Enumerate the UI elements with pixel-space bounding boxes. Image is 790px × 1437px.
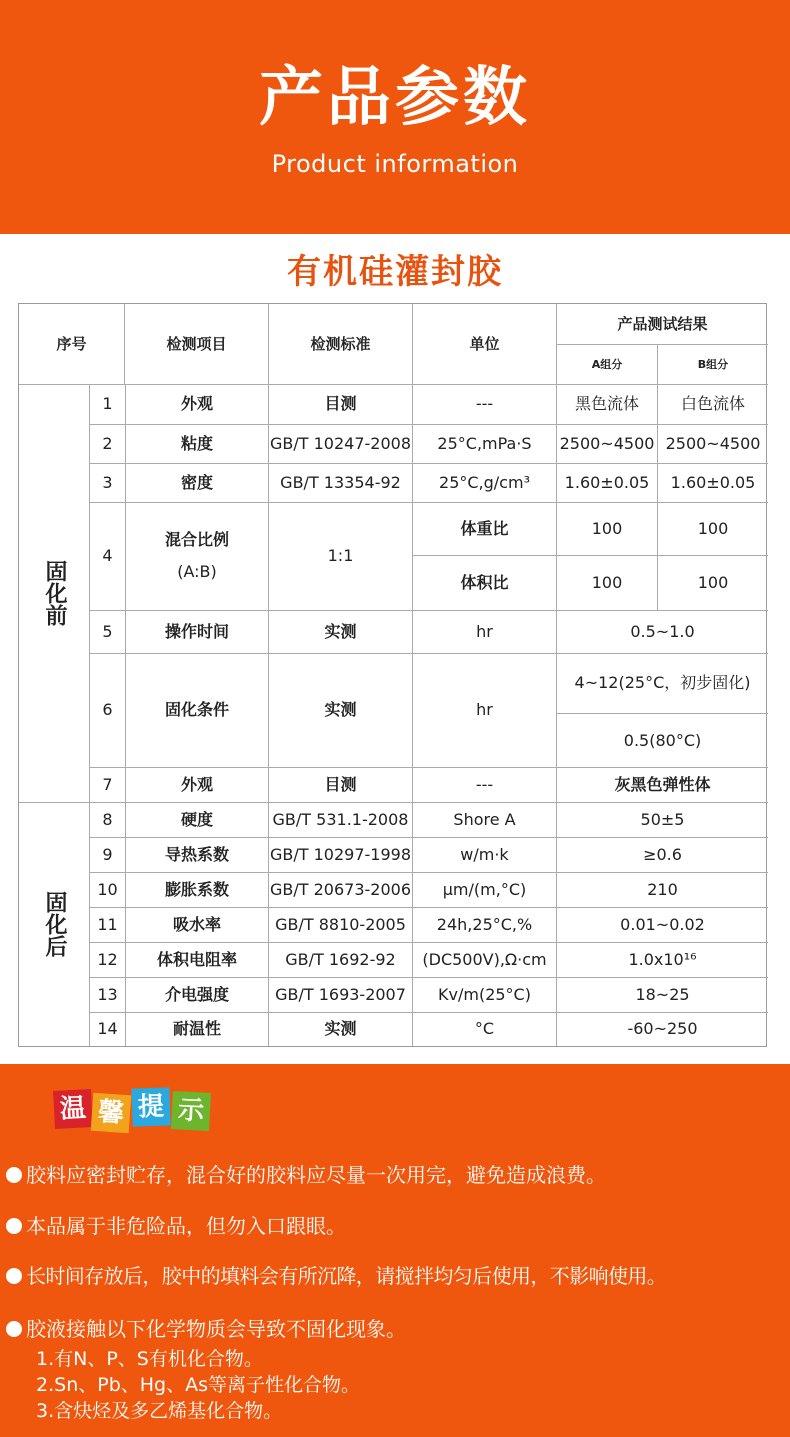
header-unit: 单位	[469, 335, 500, 353]
row-item: 介电强度	[164, 984, 229, 1004]
tips-badge: 温	[53, 1089, 93, 1129]
row-item: 耐温性	[172, 1019, 221, 1038]
tip-item	[6, 1315, 406, 1343]
row-unit: μm/(m,°C)	[442, 879, 527, 899]
row-unit: Shore A	[453, 809, 516, 829]
header-result: 产品测试结果	[617, 315, 708, 333]
row-value: 1.0x10¹⁶	[628, 949, 697, 969]
row-unit: 25°C,g/cm³	[439, 472, 530, 492]
tips-badge: 提	[131, 1087, 170, 1126]
row-standard: GB/T 1692-92	[285, 949, 396, 969]
row-no: 6	[102, 700, 113, 719]
row-value: 0.5~1.0	[630, 621, 695, 641]
row-item: 导热系数	[164, 844, 229, 864]
row-unit-weight: 体重比	[460, 518, 509, 538]
row-unit: w/m·k	[460, 844, 509, 864]
row-no: 2	[102, 433, 113, 453]
header-banner	[0, 0, 790, 234]
row-unit: hr	[476, 621, 493, 641]
row-unit: 24h,25°C,%	[436, 914, 533, 934]
row-no: 10	[97, 879, 118, 899]
row-no: 8	[102, 809, 113, 829]
row-standard: 实测	[324, 700, 357, 719]
row-no: 14	[97, 1019, 118, 1038]
row-standard: GB/T 10297-1998	[269, 844, 411, 864]
tip-text: 胶液接触以下化学物质会导致不固化现象。	[26, 1317, 406, 1341]
row-item: 密度	[180, 472, 213, 492]
header-item: 检测项目	[166, 335, 227, 353]
row-value-a: 2500~4500	[559, 433, 655, 453]
row-value: ≥0.6	[643, 844, 682, 864]
row-value: 18~25	[635, 984, 690, 1004]
row-no: 3	[102, 472, 113, 492]
row-item: 外观	[180, 394, 213, 413]
tip-text: 本品属于非危险品，但勿入口跟眼。	[26, 1214, 346, 1238]
tip-text: 长时间存放后，胶中的填料会有所沉降，请搅拌均匀后使用，不影响使用。	[26, 1264, 667, 1288]
row-unit: hr	[476, 700, 493, 719]
row-standard: 实测	[324, 621, 357, 641]
row-standard: GB/T 20673-2006	[269, 879, 411, 899]
row-standard: 1:1	[327, 546, 354, 565]
row-standard: GB/T 10247-2008	[269, 433, 411, 453]
bullet-icon	[6, 1321, 22, 1337]
row-item-ratio: (A:B)	[177, 562, 217, 581]
row-unit: (DC500V),Ω·cm	[422, 949, 547, 969]
header-standard: 检测标准	[310, 335, 371, 353]
row-no: 12	[97, 949, 118, 969]
tip-sub-item: 2.Sn、Pb、Hg、As等离子性化合物。	[36, 1374, 360, 1396]
row-item: 硬度	[180, 809, 213, 829]
page-title: 产品参数	[259, 61, 531, 135]
row-no: 1	[102, 394, 113, 413]
tip-item	[6, 1212, 346, 1240]
row-item: 外观	[180, 774, 213, 794]
row-value-a: 1.60±0.05	[564, 472, 650, 492]
row-item: 粘度	[180, 433, 213, 453]
row-value: 灰黑色弹性体	[614, 774, 711, 794]
bullet-icon	[6, 1268, 22, 1284]
row-value-b: 1.60±0.05	[670, 472, 756, 492]
row-value-a: 100	[591, 573, 623, 592]
row-unit: ---	[475, 394, 494, 413]
row-unit: ---	[475, 774, 494, 794]
group-label-after-curing: 固化后	[42, 891, 67, 957]
row-item: 混合比例	[164, 530, 229, 549]
row-standard: 目测	[324, 394, 357, 413]
tip-item	[6, 1262, 666, 1290]
bullet-icon	[6, 1167, 22, 1183]
row-item-group	[126, 502, 268, 610]
row-standard: 实测	[324, 1019, 357, 1038]
row-item: 吸水率	[172, 914, 221, 934]
header-component-a: A组分	[591, 357, 623, 371]
row-value-b: 100	[697, 573, 729, 592]
row-unit-volume: 体积比	[460, 573, 509, 592]
row-value-a: 100	[591, 518, 623, 538]
tips-badge: 馨	[91, 1093, 132, 1134]
tips-badge: 示	[171, 1091, 211, 1131]
row-standard: GB/T 8810-2005	[275, 914, 406, 934]
product-title: 有机硅灌封胶	[287, 252, 503, 292]
row-no: 13	[97, 984, 118, 1004]
row-no: 11	[97, 914, 118, 934]
tips-section	[0, 1064, 790, 1437]
tip-item	[6, 1161, 606, 1189]
tip-sub-item: 1.有N、P、S有机化合物。	[36, 1348, 263, 1370]
row-no: 7	[102, 774, 113, 794]
row-value-b: 100	[697, 518, 729, 538]
row-value: -60~250	[627, 1019, 698, 1038]
row-item: 固化条件	[164, 700, 229, 719]
row-item: 膨胀系数	[164, 879, 229, 899]
row-unit: Kv/m(25°C)	[438, 984, 531, 1004]
header-no: 序号	[56, 335, 87, 353]
row-value: 0.01~0.02	[620, 914, 705, 934]
row-item: 操作时间	[164, 621, 229, 641]
row-value: 50±5	[640, 809, 685, 829]
row-value-b: 白色流体	[680, 394, 745, 413]
bullet-icon	[6, 1218, 22, 1234]
tip-sub-item: 3.含炔烃及多乙烯基化合物。	[36, 1400, 283, 1422]
header-component-b: B组分	[697, 357, 729, 371]
row-unit: °C	[474, 1019, 495, 1038]
group-label-before-curing: 固化前	[42, 560, 67, 626]
parameter-table	[18, 303, 767, 1047]
row-no: 9	[102, 844, 113, 864]
row-no: 5	[102, 621, 113, 641]
row-no: 4	[102, 546, 113, 565]
row-standard: 目测	[324, 774, 357, 794]
row-value-b: 2500~4500	[665, 433, 761, 453]
row-standard: GB/T 531.1-2008	[272, 809, 409, 829]
row-value: 210	[647, 879, 678, 899]
row-value-heat-cure: 0.5(80°C)	[623, 730, 702, 750]
row-item: 体积电阻率	[156, 949, 237, 969]
row-value-a: 黑色流体	[574, 394, 639, 413]
tip-text: 胶料应密封贮存，混合好的胶料应尽量一次用完，避免造成浪费。	[26, 1163, 606, 1187]
row-standard: GB/T 1693-2007	[275, 984, 406, 1004]
row-standard: GB/T 13354-92	[280, 472, 401, 492]
page-subtitle: Product information	[271, 150, 519, 178]
row-value-initial-cure: 4~12(25°C，初步固化)	[574, 673, 751, 692]
row-unit: 25°C,mPa·S	[437, 433, 532, 453]
